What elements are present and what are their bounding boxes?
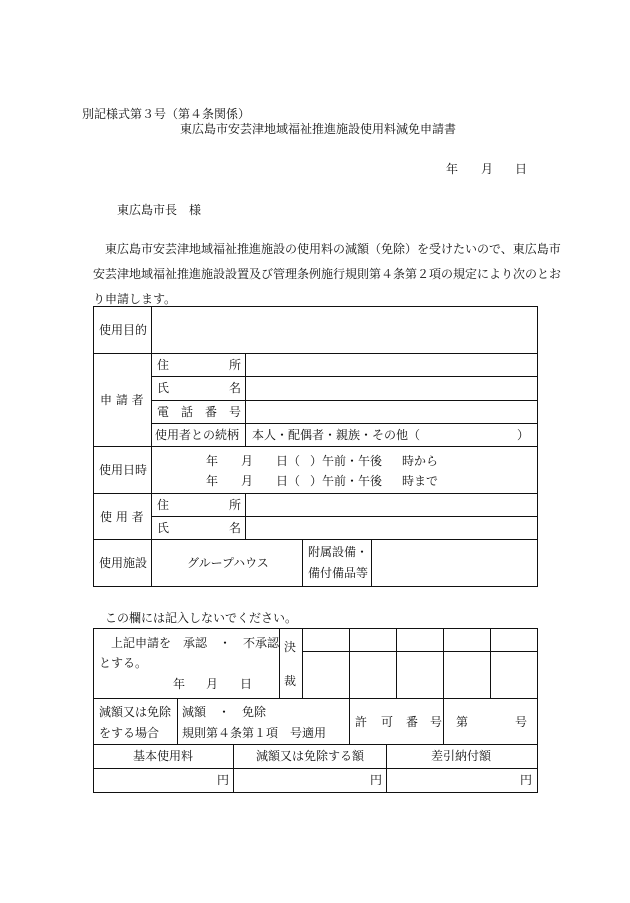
decision-line-1: 上記申請を 承認 ・ 不承認 [111, 636, 280, 650]
kessai-1: 決 [284, 640, 297, 654]
applicant-address-field[interactable] [248, 358, 534, 372]
date-day: 日 [515, 162, 528, 176]
phone-label-3: 番 [205, 405, 218, 419]
relation-label: 使用者との続柄 [155, 428, 240, 442]
date-month: 月 [481, 162, 494, 176]
user-name-label-1: 氏 [157, 521, 170, 535]
form-title: 東広島市安芸津地域福祉推進施設使用料減免申請書 [180, 122, 457, 136]
to-day: 日（ [276, 474, 301, 488]
decision-month: 月 [206, 677, 219, 691]
phone-field[interactable] [248, 405, 534, 419]
equipment-field[interactable] [374, 556, 534, 570]
to-ampm[interactable]: ）午前・午後 [310, 474, 383, 488]
facility-label: 使用施設 [99, 556, 148, 570]
user-name-field[interactable] [248, 521, 534, 535]
to-year: 年 [206, 474, 219, 488]
facility-value: グループハウス [187, 556, 269, 570]
office-note: この欄には記入しないでください。 [105, 611, 298, 625]
relation-options[interactable]: 本人・配偶者・親族・その他（ [252, 428, 421, 442]
fee-basic-label: 基本使用料 [133, 749, 194, 763]
purpose-label: 使用目的 [99, 323, 148, 337]
user-address-field[interactable] [248, 498, 534, 512]
reduction-type[interactable]: 減額 ・ 免除 [182, 705, 267, 719]
fee-net-yen: 円 [520, 773, 533, 787]
from-month: 月 [241, 454, 254, 468]
fee-reduction-yen: 円 [370, 773, 383, 787]
datetime-label: 使用日時 [99, 463, 148, 477]
intro-line-3: り申請します。 [93, 292, 177, 306]
purpose-field[interactable] [154, 323, 534, 337]
relation-close: ） [517, 428, 530, 442]
decision-day: 日 [240, 677, 253, 691]
user-address-label-2: 所 [229, 498, 242, 512]
permit-label-3: 番 [406, 715, 419, 729]
permit-value-prefix: 第 [456, 715, 469, 729]
to-month: 月 [241, 474, 254, 488]
applicant-name-label-2: 名 [229, 381, 242, 395]
phone-label-1: 電 [157, 405, 170, 419]
applicant-name-label-1: 氏 [157, 381, 170, 395]
decision-line-2: とする。 [99, 656, 148, 670]
from-hour: 時から [402, 454, 439, 468]
permit-label-1: 許 [355, 715, 368, 729]
user-label: 使 用 者 [100, 510, 144, 524]
phone-label-2: 話 [181, 405, 194, 419]
reduction-label-2: をする場合 [99, 726, 160, 740]
permit-label-4: 号 [430, 715, 443, 729]
fee-reduction-label: 減額又は免除する額 [256, 749, 365, 763]
applicant-address-label-2: 所 [229, 358, 242, 372]
form-number: 別記様式第３号（第４条関係） [82, 107, 251, 121]
addressee: 東広島市長 様 [117, 203, 202, 217]
applicant-address-label-1: 住 [157, 358, 170, 372]
intro-line-2: 安芸津地域福祉推進施設設置及び管理条例施行規則第４条第２項の規定により次のとお [93, 267, 562, 281]
phone-label-4: 号 [229, 405, 242, 419]
fee-basic-yen: 円 [217, 773, 230, 787]
permit-label-2: 可 [381, 715, 394, 729]
date-year: 年 [446, 162, 459, 176]
equipment-label-1: 附属設備・ [308, 545, 369, 559]
kessai-2: 裁 [284, 674, 297, 688]
applicant-name-field[interactable] [248, 381, 534, 395]
user-name-label-2: 名 [229, 521, 242, 535]
from-day: 日（ [276, 454, 301, 468]
user-address-label-1: 住 [157, 498, 170, 512]
from-ampm[interactable]: ）午前・午後 [310, 454, 383, 468]
equipment-label-2: 備付備品等 [308, 566, 369, 580]
fee-net-label: 差引納付額 [431, 749, 492, 763]
intro-line-1: 東広島市安芸津地域福祉推進施設の使用料の減額（免除）を受けたいので、東広島市 [105, 242, 561, 256]
permit-value-suffix: 号 [515, 715, 528, 729]
reduction-label-1: 減額又は免除 [99, 705, 172, 719]
applicant-label: 申 請 者 [100, 393, 144, 407]
decision-year: 年 [173, 677, 186, 691]
reduction-rule: 規則第４条第１項 号適用 [182, 726, 327, 740]
to-hour: 時まで [402, 474, 439, 488]
from-year: 年 [206, 454, 219, 468]
